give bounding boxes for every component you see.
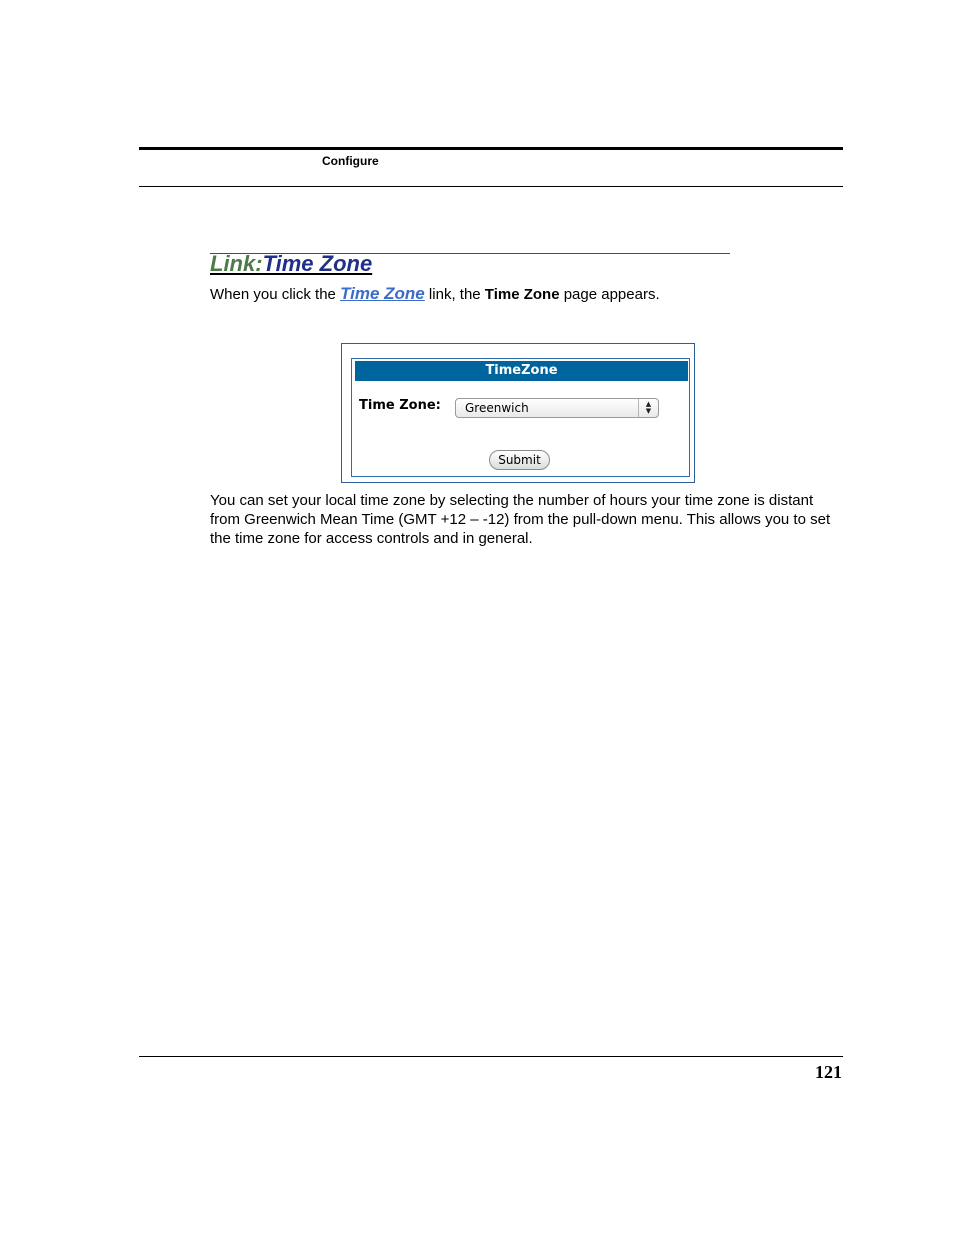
time-zone-selected-value: Greenwich bbox=[465, 401, 529, 415]
intro-bold: Time Zone bbox=[484, 286, 560, 303]
page-number: 121 bbox=[815, 1062, 842, 1082]
select-arrows-icon: ▲ ▼ bbox=[638, 399, 658, 417]
intro-before: When you click the bbox=[210, 286, 341, 303]
time-zone-select[interactable] bbox=[455, 398, 659, 418]
time-zone-label: Time Zone: bbox=[359, 398, 441, 413]
timezone-panel-title: TimeZone bbox=[355, 361, 688, 381]
intro-text bbox=[210, 284, 660, 304]
body-paragraph: You can set your local time zone by selecting the number of hours your time zone is distant from Greenwich Mean Time (GMT +12 – -12) from the pull-down menu. This allows you to set the time zone for access controls and in general. bbox=[210, 492, 831, 547]
heading-title: Time Zone bbox=[262, 251, 373, 276]
section-heading bbox=[210, 251, 372, 277]
footer-rule bbox=[139, 1056, 843, 1057]
heading-prefix: Link: bbox=[210, 251, 263, 276]
submit-button[interactable]: Submit bbox=[489, 450, 550, 470]
header-rule-thick bbox=[139, 147, 843, 150]
time-zone-link[interactable]: Time Zone bbox=[340, 284, 425, 303]
running-header: Configure bbox=[322, 154, 379, 168]
intro-after: page appears. bbox=[559, 286, 660, 303]
header-rule-thin bbox=[139, 186, 843, 187]
intro-middle: link, the bbox=[424, 286, 485, 303]
